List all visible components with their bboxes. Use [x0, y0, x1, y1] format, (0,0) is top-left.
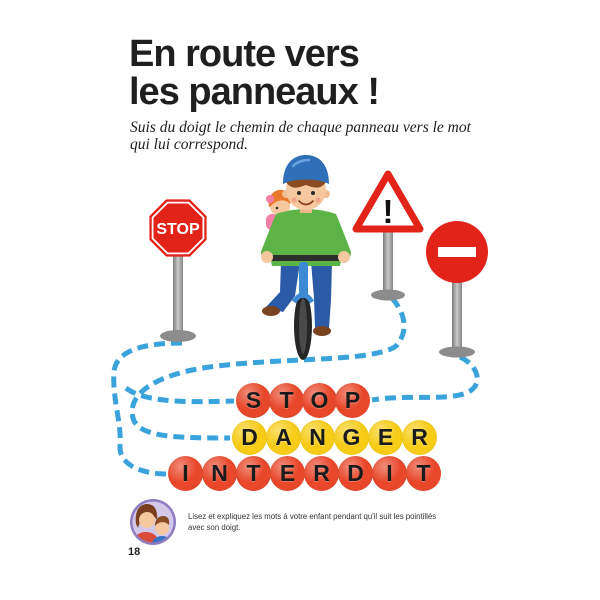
warning-triangle-sign-icon	[356, 174, 420, 301]
letter-circle: O	[302, 383, 337, 418]
dashed-path-warning-sign	[132, 298, 404, 438]
child-on-bicycle-icon	[261, 155, 350, 360]
girl-bow	[266, 195, 274, 203]
stop-sign-icon	[149, 199, 206, 342]
sign-base	[371, 290, 405, 301]
letter-circle: T	[236, 456, 271, 491]
left-eye	[297, 191, 301, 195]
parent-face	[139, 512, 155, 528]
left-hand	[261, 251, 273, 263]
sign-base	[439, 347, 475, 358]
left-shoe	[262, 306, 280, 316]
no-entry-bar	[438, 247, 476, 257]
letter-circle: S	[236, 383, 271, 418]
sign-pole	[452, 280, 462, 351]
right-eye	[311, 191, 315, 195]
instruction-text	[130, 119, 471, 153]
letter-circle: I	[372, 456, 407, 491]
title-line-1: En route vers	[129, 33, 359, 75]
letter-circle: G	[334, 420, 369, 455]
letter-circle: E	[368, 420, 403, 455]
instruction-line-2: qui lui correspond.	[130, 136, 248, 153]
right-shoe	[313, 326, 331, 336]
left-cheek	[291, 197, 296, 202]
letter-circle: R	[304, 456, 339, 491]
sign-pole	[173, 256, 183, 336]
instruction-line-1: Suis du doigt le chemin de chaque panneau vers le mot	[130, 119, 471, 136]
letter-circle: I	[168, 456, 203, 491]
title-line-2: les panneaux !	[129, 71, 379, 113]
handlebar	[262, 255, 348, 261]
dashed-path-stop-sign	[114, 343, 182, 474]
girl-eye	[276, 207, 279, 210]
letter-circle: T	[406, 456, 441, 491]
wheel-rim	[299, 298, 307, 354]
letter-circle: D	[338, 456, 373, 491]
parent-note	[188, 511, 436, 533]
bike-fork	[299, 262, 308, 298]
left-leg	[266, 262, 300, 312]
parent-child-avatar-icon	[130, 499, 176, 552]
parent-note-line-1: Lisez et expliquez les mots à votre enfant pendant qu'il suit les pointillés	[188, 512, 437, 521]
parent-note-line-2: avec son doigt.	[188, 523, 241, 532]
no-entry-sign-icon	[426, 221, 488, 358]
letter-circle: A	[266, 420, 301, 455]
letter-circle: P	[335, 383, 370, 418]
page-title	[129, 35, 379, 111]
letter-circle: N	[202, 456, 237, 491]
sign-base	[160, 330, 196, 342]
dashed-path-no-entry-sign	[372, 357, 477, 400]
right-hand	[338, 251, 350, 263]
right-cheek	[315, 197, 320, 202]
stop-sign-label: STOP	[156, 221, 200, 238]
page-number: 18	[128, 546, 141, 558]
right-leg	[311, 262, 332, 328]
letter-circle: E	[270, 456, 305, 491]
sign-pole	[383, 230, 393, 294]
letter-circle: N	[300, 420, 335, 455]
warning-symbol: !	[382, 193, 394, 230]
letter-circle: R	[402, 420, 437, 455]
letter-circle: D	[232, 420, 267, 455]
letter-circle: T	[269, 383, 304, 418]
